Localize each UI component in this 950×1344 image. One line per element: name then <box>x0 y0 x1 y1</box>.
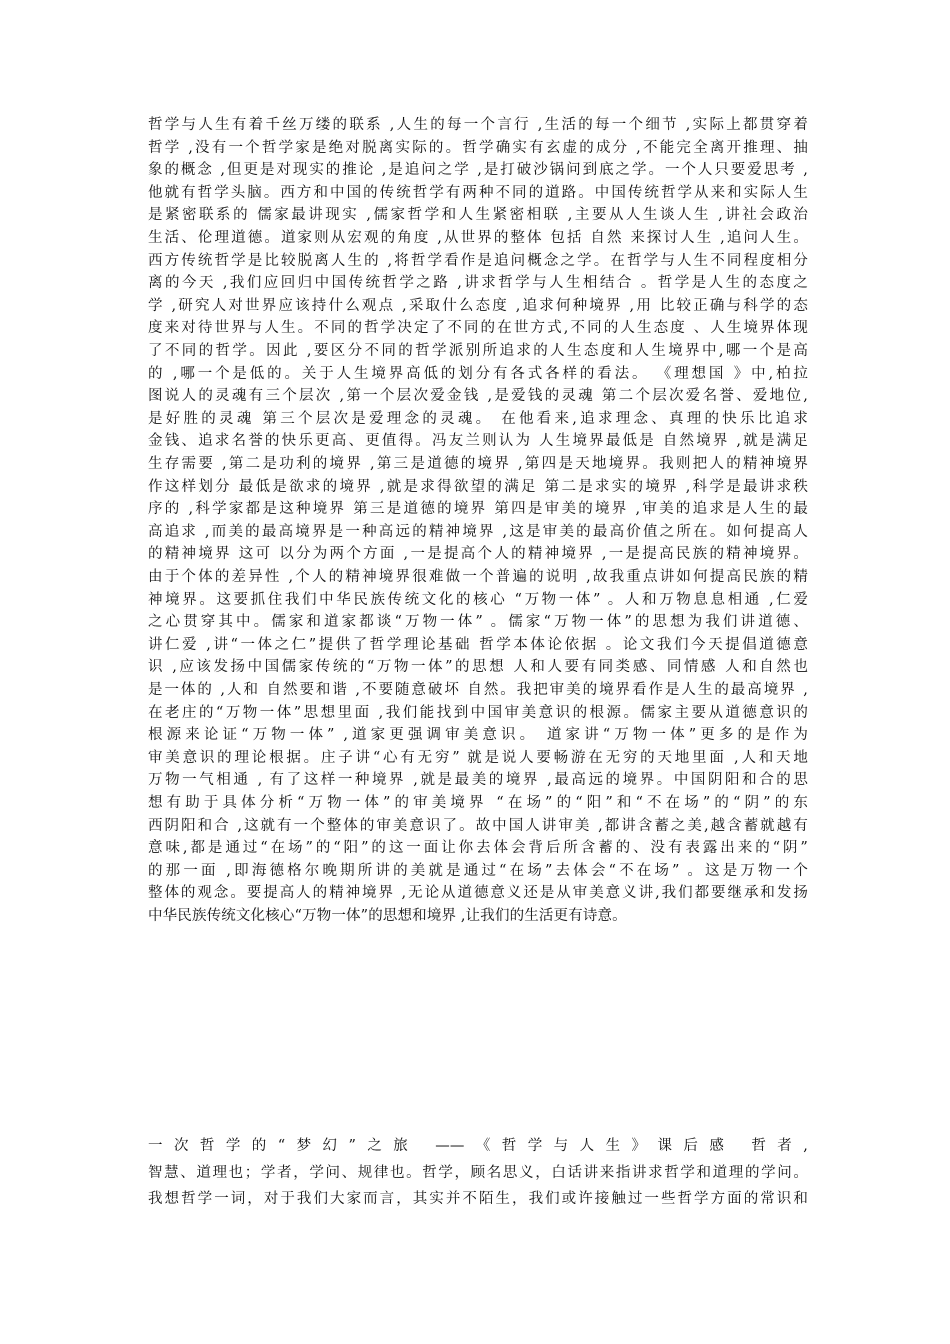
essay-line: 根源来论证“万物一体” ,道家更强调审美意识。 道家讲“万物一体”更多的是作为 <box>148 727 808 744</box>
essay-line: 作这样划分 最低是欲求的境界 ,就是求得欲望的满足 第二是求实的境界 ,科学是最讲求秩 <box>148 478 808 495</box>
essay-line: 生活、伦理道德。道家则从宏观的角度 ,从世界的整体 包括 自然 来探讨人生 ,追问人生。 <box>148 230 808 246</box>
essay-line: 离的今天 ,我们应回归中国传统哲学之路 ,讲求哲学与人生相结合 。哲学是人生的态度之 <box>148 275 808 292</box>
essay-line: 哲学与人生有着千丝万缕的联系 ,人生的每一个言行 ,生活的每一个细节 ,实际上都贯穿着 <box>148 117 808 133</box>
essay-line: 生存需要 ,第二是功利的境界 ,第三是道德的境界 ,第四是天地境界。我则把人的精神境界 <box>148 456 808 472</box>
essay-line: 的 ,哪一个是低的。关于人生境界高低的划分有各式各样的看法。 《理想国 》中,柏拉 <box>148 365 808 382</box>
essay-line: 度来对待世界与人生。不同的哲学决定了不同的在世方式,不同的人生态度 、人生境界体现 <box>148 320 808 337</box>
essay-line: 图说人的灵魂有三个层次 ,第一个层次爱金钱 ,是爱钱的灵魂 第二个层次爱名誉、爱地位, <box>148 388 808 405</box>
essay-line: 他就有哲学头脑。西方和中国的传统哲学有两种不同的道路。中国传统哲学从来和实际人生 <box>148 184 808 201</box>
essay-line: 意味,都是通过“在场”的“阳”的这一面让你去体会背后所含蓄的、没有表露出来的“阴” <box>148 840 808 857</box>
essay-line: 是一体的 ,人和 自然要和谐 ,不要随意破坏 自然。我把审美的境界看作是人生的最高境界 , <box>148 682 808 698</box>
essay-line: 学 ,研究人对世界应该持什么观点 ,采取什么态度 ,追求何种境界 ,用 比较正确与科学的态 <box>148 297 808 314</box>
essay-line: 是好胜的灵魂 第三个层次是爱理念的灵魂。 在他看来,追求理念、真理的快乐比追求 <box>148 410 808 427</box>
essay-line: 神境界。这要抓住我们中华民族传统文化的核心 “万物一体” 。人和万物息息相通 ,仁爱 <box>148 591 808 608</box>
essay-line: 象的概念 ,但更是对现实的推论 ,是追问之学 ,是打破沙锅问到底之学。一个人只要爱思考 , <box>148 162 808 179</box>
essay-line: 审美意识的理论根据。庄子讲“心有无穷” 就是说人要畅游在无穷的天地里面 ,人和天地 <box>148 749 808 766</box>
essay-line: 的精神境界 这可 以分为两个方面 ,一是提高个人的精神境界 ,一是提高民族的精神境界。 <box>148 546 808 563</box>
essay-line: 之心贯穿其中。儒家和道家都谈“万物一体” 。儒家“万物一体”的思想为我们讲道德、 <box>148 614 808 631</box>
essay-line: 中华民族传统文化核心“万物一体”的思想和境界 ,让我们的生活更有诗意。 <box>148 908 627 924</box>
essay-line: 识 ,应该发扬中国儒家传统的“万物一体”的思想 人和人要有同类感、同情感 人和自然也 <box>148 659 808 676</box>
essay-line: 我想哲学一词，对于我们大家而言，其实并不陌生，我们或许接触过一些哲学方面的常识和 <box>148 1191 808 1207</box>
essay-line: 是紧密联系的 儒家最讲现实 ,儒家哲学和人生紧密相联 ,主要从人生谈人生 ,讲社会政治 <box>148 207 808 224</box>
essay-title-line: 一次哲学的“梦幻”之旅 ——《哲学与人生》课后感 哲者, <box>148 1138 808 1154</box>
essay-line: 整体的观念。要提高人的精神境界 ,无论从道德意义还是从审美意义讲,我们都要继承和发扬 <box>148 885 808 902</box>
essay-line: 万物一气相通 , 有了这样一种境界 ,就是最美的境界 ,最高远的境界。中国阴阳和合的思 <box>148 772 808 789</box>
essay-line: 西阴阳和合 ,这就有一个整体的审美意识了。故中国人讲审美 ,都讲含蓄之美,越含蓄就越有 <box>148 817 808 834</box>
essay-line: 了不同的哲学。因此 ,要区分不同的哲学派别所追求的人生态度和人生境界中,哪一个是高 <box>148 343 808 359</box>
essay-line: 想有助于具体分析“万物一体”的审美境界 “在场”的“阳”和“不在场”的“阴”的东 <box>148 795 808 811</box>
essay-line: 由于个体的差异性 ,个人的精神境界很难做一个普遍的说明 ,故我重点讲如何提高民族的精 <box>148 569 808 585</box>
essay-line: 西方传统哲学是比较脱离人生的 ,将哲学看作是追问概念之学。在哲学与人生不同程度相分 <box>148 252 808 269</box>
essay-line: 的那一面 ,即海德格尔晚期所讲的美就是通过“在场”去体会“不在场” 。这是万物一个 <box>148 862 808 879</box>
essay-line: 智慧、道理也；学者，学问、规律也。哲学，顾名思义，白话讲来指讲求哲学和道理的学问。 <box>148 1164 808 1181</box>
essay-line: 讲仁爱 ,讲“一体之仁”提供了哲学理论基础 哲学本体论依据 。论文我们今天提倡道德意 <box>148 636 808 653</box>
essay-line: 高追求 ,而美的最高境界是一种高远的精神境界 ,这是审美的最高价值之所在。如何提高人 <box>148 523 808 540</box>
essay-line: 序的 ,科学家都是这种境界 第三是道德的境界 第四是审美的境界 ,审美的追求是人生的最 <box>148 501 808 518</box>
essay-line: 哲学 ,没有一个哲学家是绝对脱离实际的。哲学确实有玄虚的成分 ,不能完全离开推理、抽 <box>148 139 808 156</box>
essay-line: 在老庄的“万物一体”思想里面 ,我们能找到中国审美意识的根源。儒家主要从道德意识的 <box>148 704 808 721</box>
essay-line: 金钱、追求名誉的快乐更高、更值得。冯友兰则认为 人生境界最低是 自然境界 ,就是满足 <box>148 433 808 450</box>
